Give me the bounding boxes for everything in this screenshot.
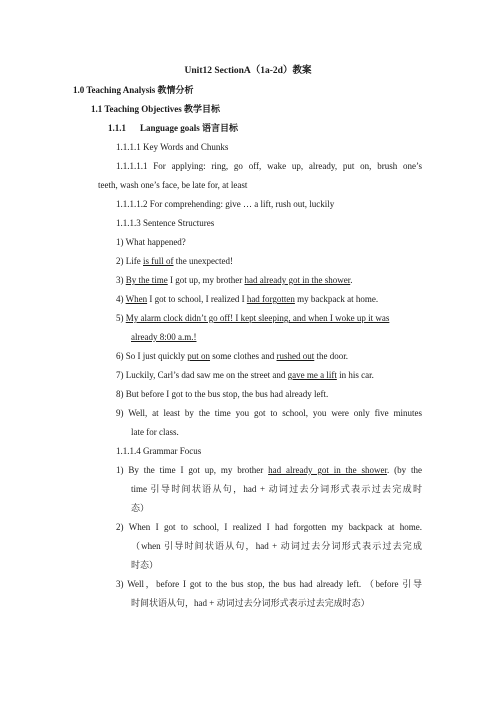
sentence-5-line1 bbox=[116, 312, 389, 324]
heading-number: 1.1.1 bbox=[108, 123, 126, 133]
underlined-chunk: gave me a lift bbox=[287, 370, 337, 380]
grammar-2-line2: （when 引导时间状语从句，had + 动词过去分词形式表示过去完成 bbox=[131, 541, 422, 551]
text: 7) Luckily, Carl’s dad saw me on the street and bbox=[116, 370, 288, 380]
grammar-1-line2: time 引导时间状语从句，had + 动词过去分词形式表示过去完成时 bbox=[131, 484, 422, 494]
sentence-9-line1: 9) Well, at least by the time you got to school, you were only five minutes bbox=[116, 408, 422, 418]
grammar-3-line1: 3) Well，before I got to the bus stop, the bus had already left. （before 引导 bbox=[116, 579, 422, 589]
heading-1-1: 1.1 Teaching Objectives 教学目标 bbox=[91, 104, 221, 114]
text: 6) So I just quickly bbox=[116, 351, 188, 361]
grammar-1-line1 bbox=[116, 464, 422, 476]
text: the unexpected! bbox=[173, 256, 233, 266]
sentence-2 bbox=[116, 255, 233, 267]
applying-words-line2: teeth, wash one’s face, be late for, at least bbox=[98, 180, 248, 190]
text: 1) By the time I got up, my brother bbox=[116, 465, 269, 475]
heading-grammar-focus: 1.1.1.4 Grammar Focus bbox=[116, 446, 202, 456]
heading-1-1-1 bbox=[108, 122, 238, 134]
grammar-3-line2: 时间状语从句，had + 动词过去分词形式表示过去完成时态） bbox=[131, 598, 370, 608]
underlined-chunk: had forgotten bbox=[246, 294, 295, 304]
grammar-2-line1: 2) When I got to school, I realized I had forgotten my backpack at home. bbox=[116, 522, 422, 532]
text: 5) bbox=[116, 313, 126, 323]
sentence-9-line2: late for class. bbox=[131, 427, 179, 437]
sentence-3 bbox=[116, 274, 352, 286]
text: 2) Life bbox=[116, 256, 143, 266]
page-title: Unit12 SectionA（1a-2d）教案 bbox=[184, 66, 312, 76]
text: some clothes and bbox=[210, 351, 277, 361]
underlined-chunk: My alarm clock didn’t go off! I kept sleeping, and when I woke up it was bbox=[125, 313, 390, 323]
text: 4) bbox=[116, 294, 126, 304]
text: . bbox=[350, 275, 353, 285]
grammar-2-line3: 时态） bbox=[131, 560, 159, 570]
text: I got up, my brother bbox=[167, 275, 245, 285]
text: in his car. bbox=[336, 370, 374, 380]
heading-key-words: 1.1.1.1 Key Words and Chunks bbox=[116, 142, 229, 152]
underlined-chunk: By the time bbox=[125, 275, 168, 285]
sentence-4 bbox=[116, 293, 378, 305]
heading-text: Language goals 语言目标 bbox=[140, 123, 239, 133]
text: my backpack at home. bbox=[294, 294, 379, 304]
heading-sentence-structures: 1.1.1.3 Sentence Structures bbox=[116, 218, 215, 228]
underlined-chunk: is full of bbox=[143, 256, 174, 266]
underlined-chunk: rushed out bbox=[276, 351, 315, 361]
underlined-chunk: put on bbox=[187, 351, 211, 361]
comprehending-words: 1.1.1.1.2 For comprehending: give … a lift, rush out, luckily bbox=[116, 199, 335, 209]
underlined-chunk: already 8:00 a.m.! bbox=[131, 332, 197, 342]
text: . (by the bbox=[386, 465, 422, 475]
text: the door. bbox=[314, 351, 349, 361]
sentence-7 bbox=[116, 369, 374, 381]
text: 3) bbox=[116, 275, 126, 285]
text: I got to school, I realized I bbox=[147, 294, 247, 304]
sentence-6 bbox=[116, 350, 348, 362]
underlined-chunk: had already got in the shower bbox=[244, 275, 351, 285]
applying-words-line1: 1.1.1.1.1 For applying: ring, go off, wake up, already, put on, brush one’s bbox=[116, 161, 422, 171]
sentence-5-line2 bbox=[131, 331, 196, 343]
sentence-8: 8) But before I got to the bus stop, the bus had already left. bbox=[116, 389, 329, 399]
heading-1-0: 1.0 Teaching Analysis 教情分析 bbox=[73, 85, 194, 95]
underlined-chunk: When bbox=[125, 294, 148, 304]
sentence-1: 1) What happened? bbox=[116, 237, 186, 247]
underlined-chunk: had already got in the shower bbox=[268, 465, 387, 475]
grammar-1-line3: 态） bbox=[131, 503, 150, 513]
